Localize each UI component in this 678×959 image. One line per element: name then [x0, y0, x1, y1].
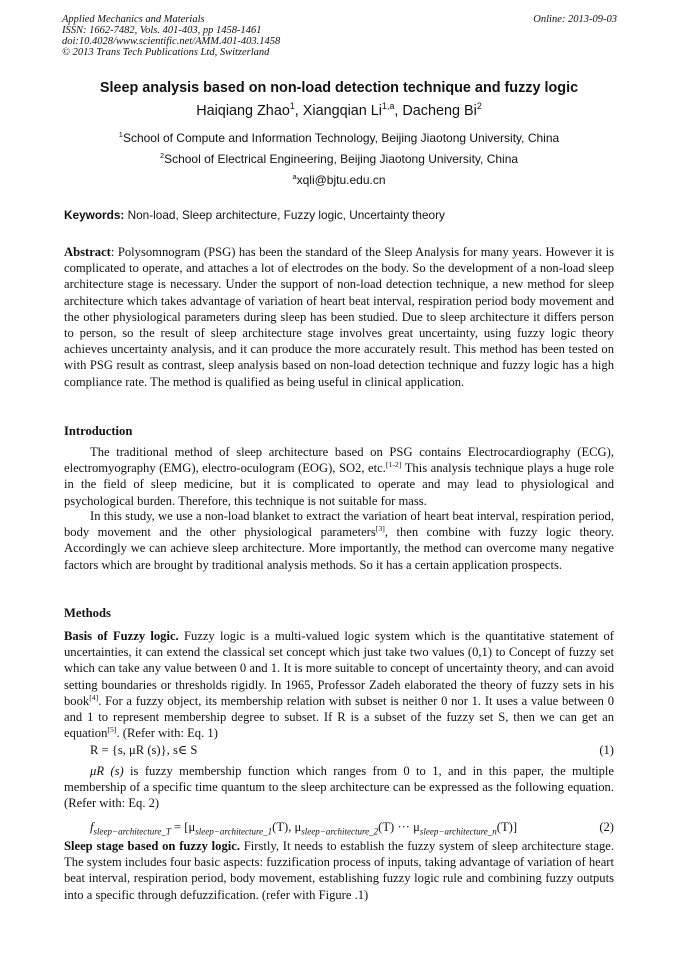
author-2: Xiangqian Li: [302, 103, 383, 119]
keywords-line: [64, 208, 445, 222]
issn-line: ISSN: 1662-7482, Vols. 401-403, pp 1458-1461: [62, 25, 262, 36]
author-2-affil: 1,a: [382, 101, 395, 112]
methods-heading: Methods: [64, 606, 111, 620]
fuzzy-text-cont: . For a fuzzy object, its membership relation with subset is neither 0 nor 1. It uses a value between 0 and 1 to represent membership degree to subset. If R is a subset of the fuzzy set S, then we can get an equation: [64, 693, 614, 741]
email-text: xqli@bjtu.edu.cn: [296, 173, 386, 187]
eq2-part: (T), μ: [272, 820, 302, 834]
affiliation-1-text: School of Compute and Information Technology, Beijing Jiaotong University, China: [122, 131, 560, 145]
membership-text: is fuzzy membership function which ranges from 0 to 1, and in this paper, the multiple membership of a specific time quantum to the sleep architecture can be expressed as the following equation.(Refer with: Eq. 2): [64, 764, 615, 811]
eq2-subscript: sleep−architecture_2: [301, 826, 379, 837]
equation-1-number: (1): [599, 743, 614, 757]
eq2-f: f: [90, 820, 94, 834]
contact-email: [40, 173, 638, 187]
paper-title: Sleep analysis based on non-load detection technique and fuzzy logic: [99, 80, 579, 96]
introduction-paragraph-2: [64, 508, 614, 573]
email-marker: a: [292, 172, 297, 181]
fuzzy-text-end: . (Refer with: Eq. 1): [116, 726, 218, 741]
citation: [5]: [107, 725, 117, 735]
author-1-affil: 1: [289, 101, 295, 112]
equation-1: [90, 742, 614, 758]
intro-p1-text-cont: This analysis technique plays a huge role in the field of sleep medicine, but it is complicated to operate and may lead to physiological and psychological burden. Therefore, this technique is not suitable for mass.: [64, 461, 614, 508]
citation: [3]: [375, 524, 385, 534]
introduction-paragraph-1: [64, 444, 614, 509]
affiliation-1-marker: 1: [118, 130, 123, 139]
equation-1-body: R = {s, μR (s)}, s∈ S: [90, 743, 198, 757]
fuzzy-logic-paragraph: [64, 628, 614, 741]
citation: [4]: [89, 692, 99, 702]
affiliation-2-marker: 2: [159, 151, 165, 160]
intro-p1-text: The traditional method of sleep architecture based on PSG contains Electrocardiography (ECG), electromyography (EMG), electro-oculogram (EOG), SO2, etc.: [64, 445, 614, 476]
journal-name: Applied Mechanics and Materials: [62, 14, 205, 25]
author-list: [40, 103, 638, 119]
sleep-stage-label: Sleep stage based on fuzzy logic.: [64, 839, 240, 853]
author-3-affil: 2: [476, 101, 482, 112]
abstract-paragraph: [64, 244, 614, 390]
affiliation-1: [40, 131, 638, 145]
copyright-line: © 2013 Trans Tech Publications Ltd, Switzerland: [62, 47, 270, 58]
intro-p2-text: In this study, we use a non-load blanket to extract the variation of heart beat interval, respiration period, body movement and the other physiological parameters: [64, 509, 614, 540]
sleep-stage-paragraph: [64, 838, 614, 903]
keywords-text: Non-load, Sleep architecture, Fuzzy logic, Uncertainty theory: [124, 208, 445, 222]
author-1: Haiqiang Zhao: [196, 103, 290, 119]
equation-2-number: (2): [599, 820, 614, 834]
online-date: Online: 2013-09-03: [533, 14, 617, 25]
running-header: [62, 14, 617, 58]
fuzzy-logic-label: Basis of Fuzzy logic.: [64, 629, 179, 643]
eq2-part: (T)]: [496, 820, 518, 834]
author-separator: ,: [294, 103, 303, 119]
membership-symbol: μR (s): [90, 764, 124, 778]
eq2-subscript: sleep−architecture_T: [93, 826, 171, 837]
doi-line: doi:10.4028/www.scientific.net/AMM.401-403.1458: [62, 36, 281, 47]
eq2-part: = [μ: [170, 820, 196, 834]
affiliation-2: [40, 152, 638, 166]
author-separator: ,: [394, 103, 403, 119]
eq2-part: (T) ··· μ: [378, 820, 420, 834]
intro-p2-text-cont: , then combine with fuzzy logic theory. Accordingly we can achieve sleep architecture. More importantly, the method can overcome many negative factors which are brought by traditional analysis methods. So it has a certain application prospects.: [64, 525, 614, 572]
eq2-subscript: sleep−architecture_1: [195, 826, 273, 837]
citation: [1-2]: [385, 460, 402, 470]
fuzzy-text: Fuzzy logic is a multi-valued logic system which is the quantitative statement of uncertainties, it can extend the classical set concept which just take two values (0,1) to Concept of fuzzy set which can take any value between 0 and 1. It is more suitable to concept of uncertainty theory, and can avoid setting boundaries or thresholds rigidly. In 1965, Professor Zadeh elaborated the theory of fuzzy sets in his book: [64, 629, 614, 708]
affiliation-2-text: School of Electrical Engineering, Beijing Jiaotong University, China: [164, 152, 519, 166]
membership-paragraph: [64, 763, 614, 812]
abstract-label: Abstract: [64, 245, 111, 259]
abstract-text: : Polysomnogram (PSG) has been the standard of the Sleep Analysis for many years. However it is complicated to operate, and attaches a lot of electrodes on the body. So the development of a non-load sleep architecture stage is necessary. Under the support of non-load detection technique, a new method for sleep architecture which takes advantage of variation of heart beat interval, respiration period body movement and the other physiological parameters during sleep has been studied. Due to sleep architecture it differs person to person, so the result of sleep architecture stage involves great uncertainty, using fuzzy logic theory achieves uncertainty analysis, and it can produce the more accurately result. This method has been tested on with PSG result as contrast, sleep analysis based on non-load detection technique and fuzzy logic has a high compliance rate. The method is qualified as being useful in clinical application.: [64, 245, 614, 389]
author-3: Dacheng Bi: [402, 103, 477, 119]
introduction-heading: Introduction: [64, 424, 133, 438]
equation-2-body: [90, 820, 518, 837]
eq2-subscript: sleep−architecture_n: [419, 826, 497, 837]
keywords-label: Keywords:: [64, 208, 125, 222]
equation-2: [90, 819, 614, 840]
sleep-stage-text: Firstly, It needs to establish the fuzzy system of sleep architecture stage. The system includes four basic aspects: fuzzification process of inputs, taking advantage of variation of heart beat interval, respiration period, body movement, establishing fuzzy logic rule and combining fuzzy outputs into a specific through defuzzification. (refer with Figure .1): [64, 839, 614, 902]
